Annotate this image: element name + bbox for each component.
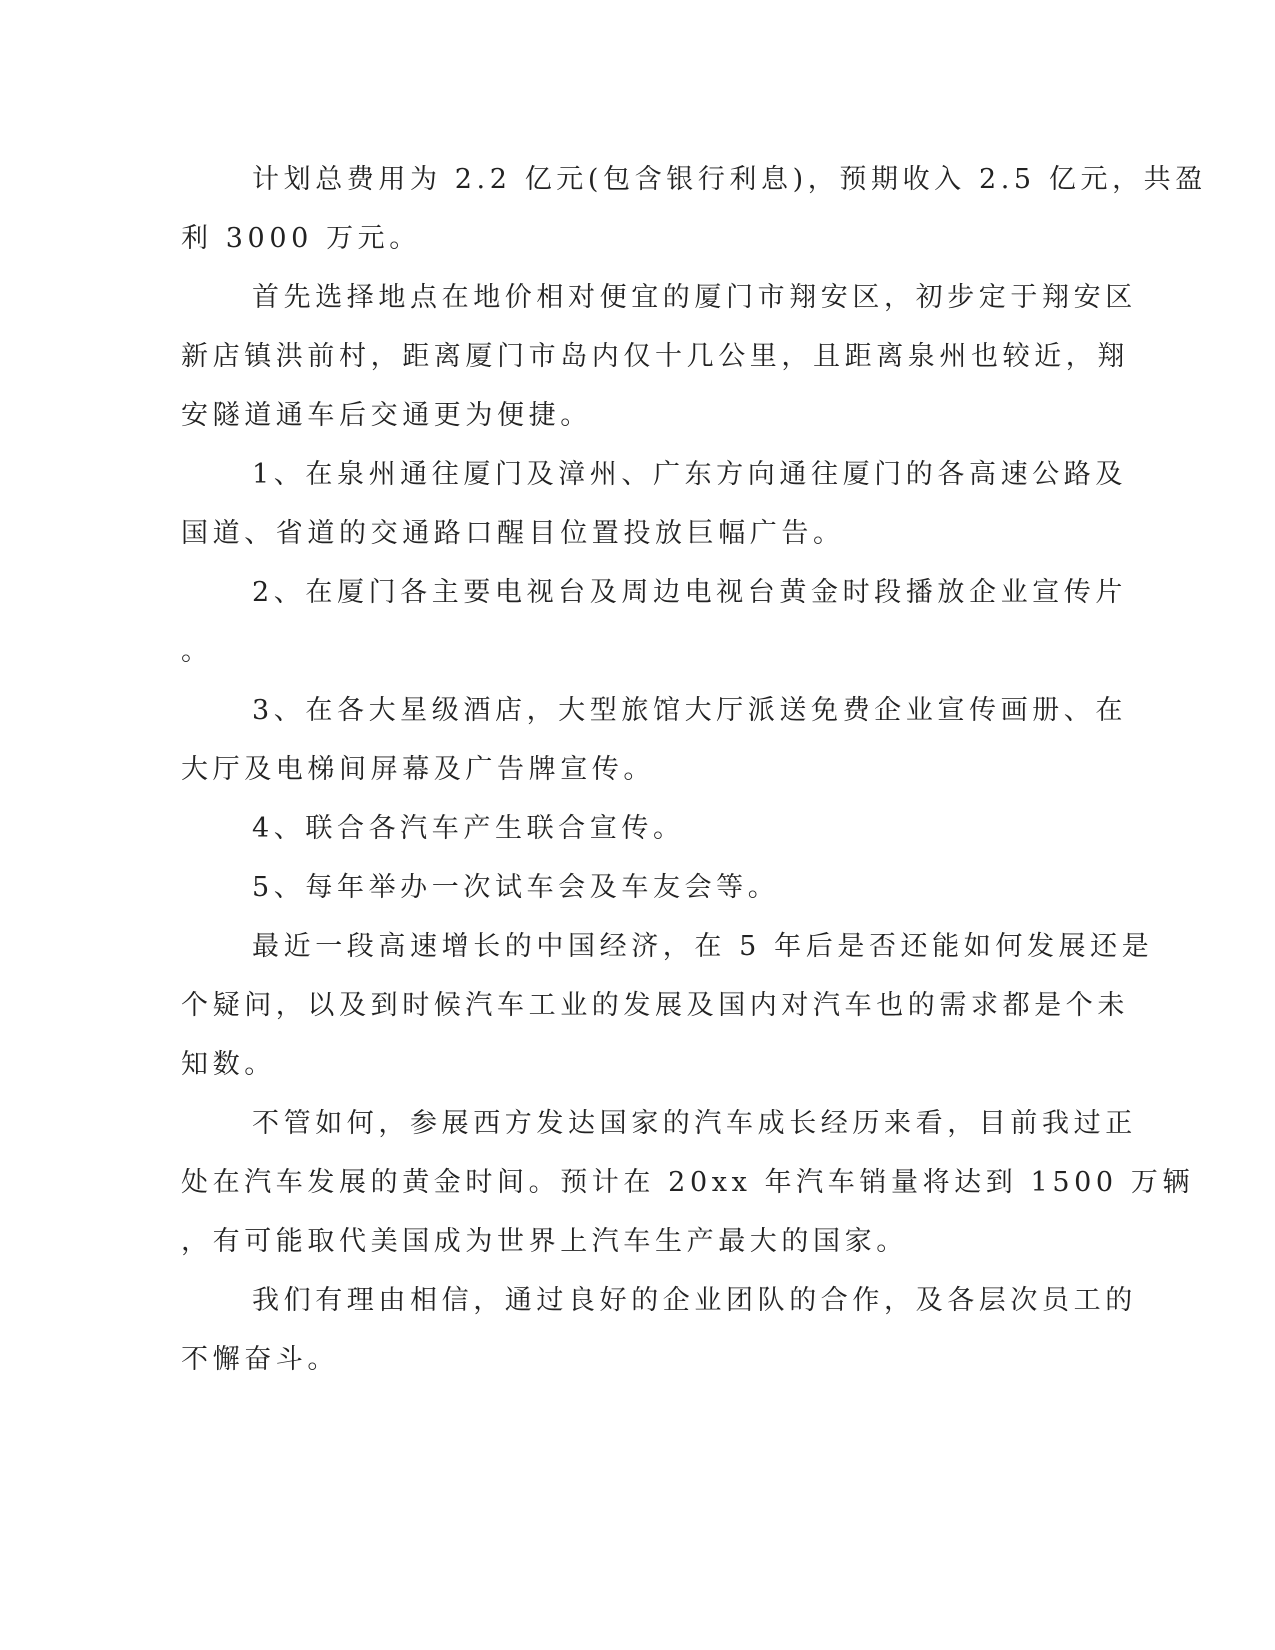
paragraph-8-line-2: 个疑问，以及到时候汽车工业的发展及国内对汽车也的需求都是个未 [181,990,1129,1021]
paragraph-10-line-1: 我们有理由相信，通过良好的企业团队的合作，及各层次员工的 [252,1285,1137,1316]
paragraph-1-line-2: 利 3000 万元。 [181,223,421,254]
paragraph-2-line-2: 新店镇洪前村，距离厦门市岛内仅十几公里，且距离泉州也较近，翔 [181,341,1129,372]
paragraph-4-line-1: 2、在厦门各主要电视台及周边电视台黄金时段播放企业宣传片 [252,577,1127,608]
paragraph-9-line-2: 处在汽车发展的黄金时间。预计在 20xx 年汽车销量将达到 1500 万辆 [181,1167,1195,1198]
paragraph-1-line-1: 计划总费用为 2.2 亿元(包含银行利息)，预期收入 2.5 亿元，共盈 [252,164,1207,195]
paragraph-5-line-1: 3、在各大星级酒店，大型旅馆大厅派送免费企业宣传画册、在 [252,695,1127,726]
paragraph-5-line-2: 大厅及电梯间屏幕及广告牌宣传。 [181,754,655,785]
paragraph-7-line-1: 5、每年举办一次试车会及车友会等。 [252,872,780,903]
paragraph-8-line-3: 知数。 [181,1049,276,1080]
paragraph-2-line-3: 安隧道通车后交通更为便捷。 [181,400,592,431]
paragraph-4-line-2: 。 [181,636,213,667]
paragraph-9-line-1: 不管如何，参展西方发达国家的汽车成长经历来看，目前我过正 [252,1108,1137,1139]
paragraph-8-line-1: 最近一段高速增长的中国经济，在 5 年后是否还能如何发展还是 [252,931,1154,962]
paragraph-9-line-3: ，有可能取代美国成为世界上汽车生产最大的国家。 [181,1226,908,1257]
paragraph-3-line-2: 国道、省道的交通路口醒目位置投放巨幅广告。 [181,518,845,549]
paragraph-10-line-2: 不懈奋斗。 [181,1344,339,1375]
paragraph-2-line-1: 首先选择地点在地价相对便宜的厦门市翔安区，初步定于翔安区 [252,282,1137,313]
paragraph-3-line-1: 1、在泉州通往厦门及漳州、广东方向通往厦门的各高速公路及 [252,459,1127,490]
paragraph-6-line-1: 4、联合各汽车产生联合宣传。 [252,813,685,844]
